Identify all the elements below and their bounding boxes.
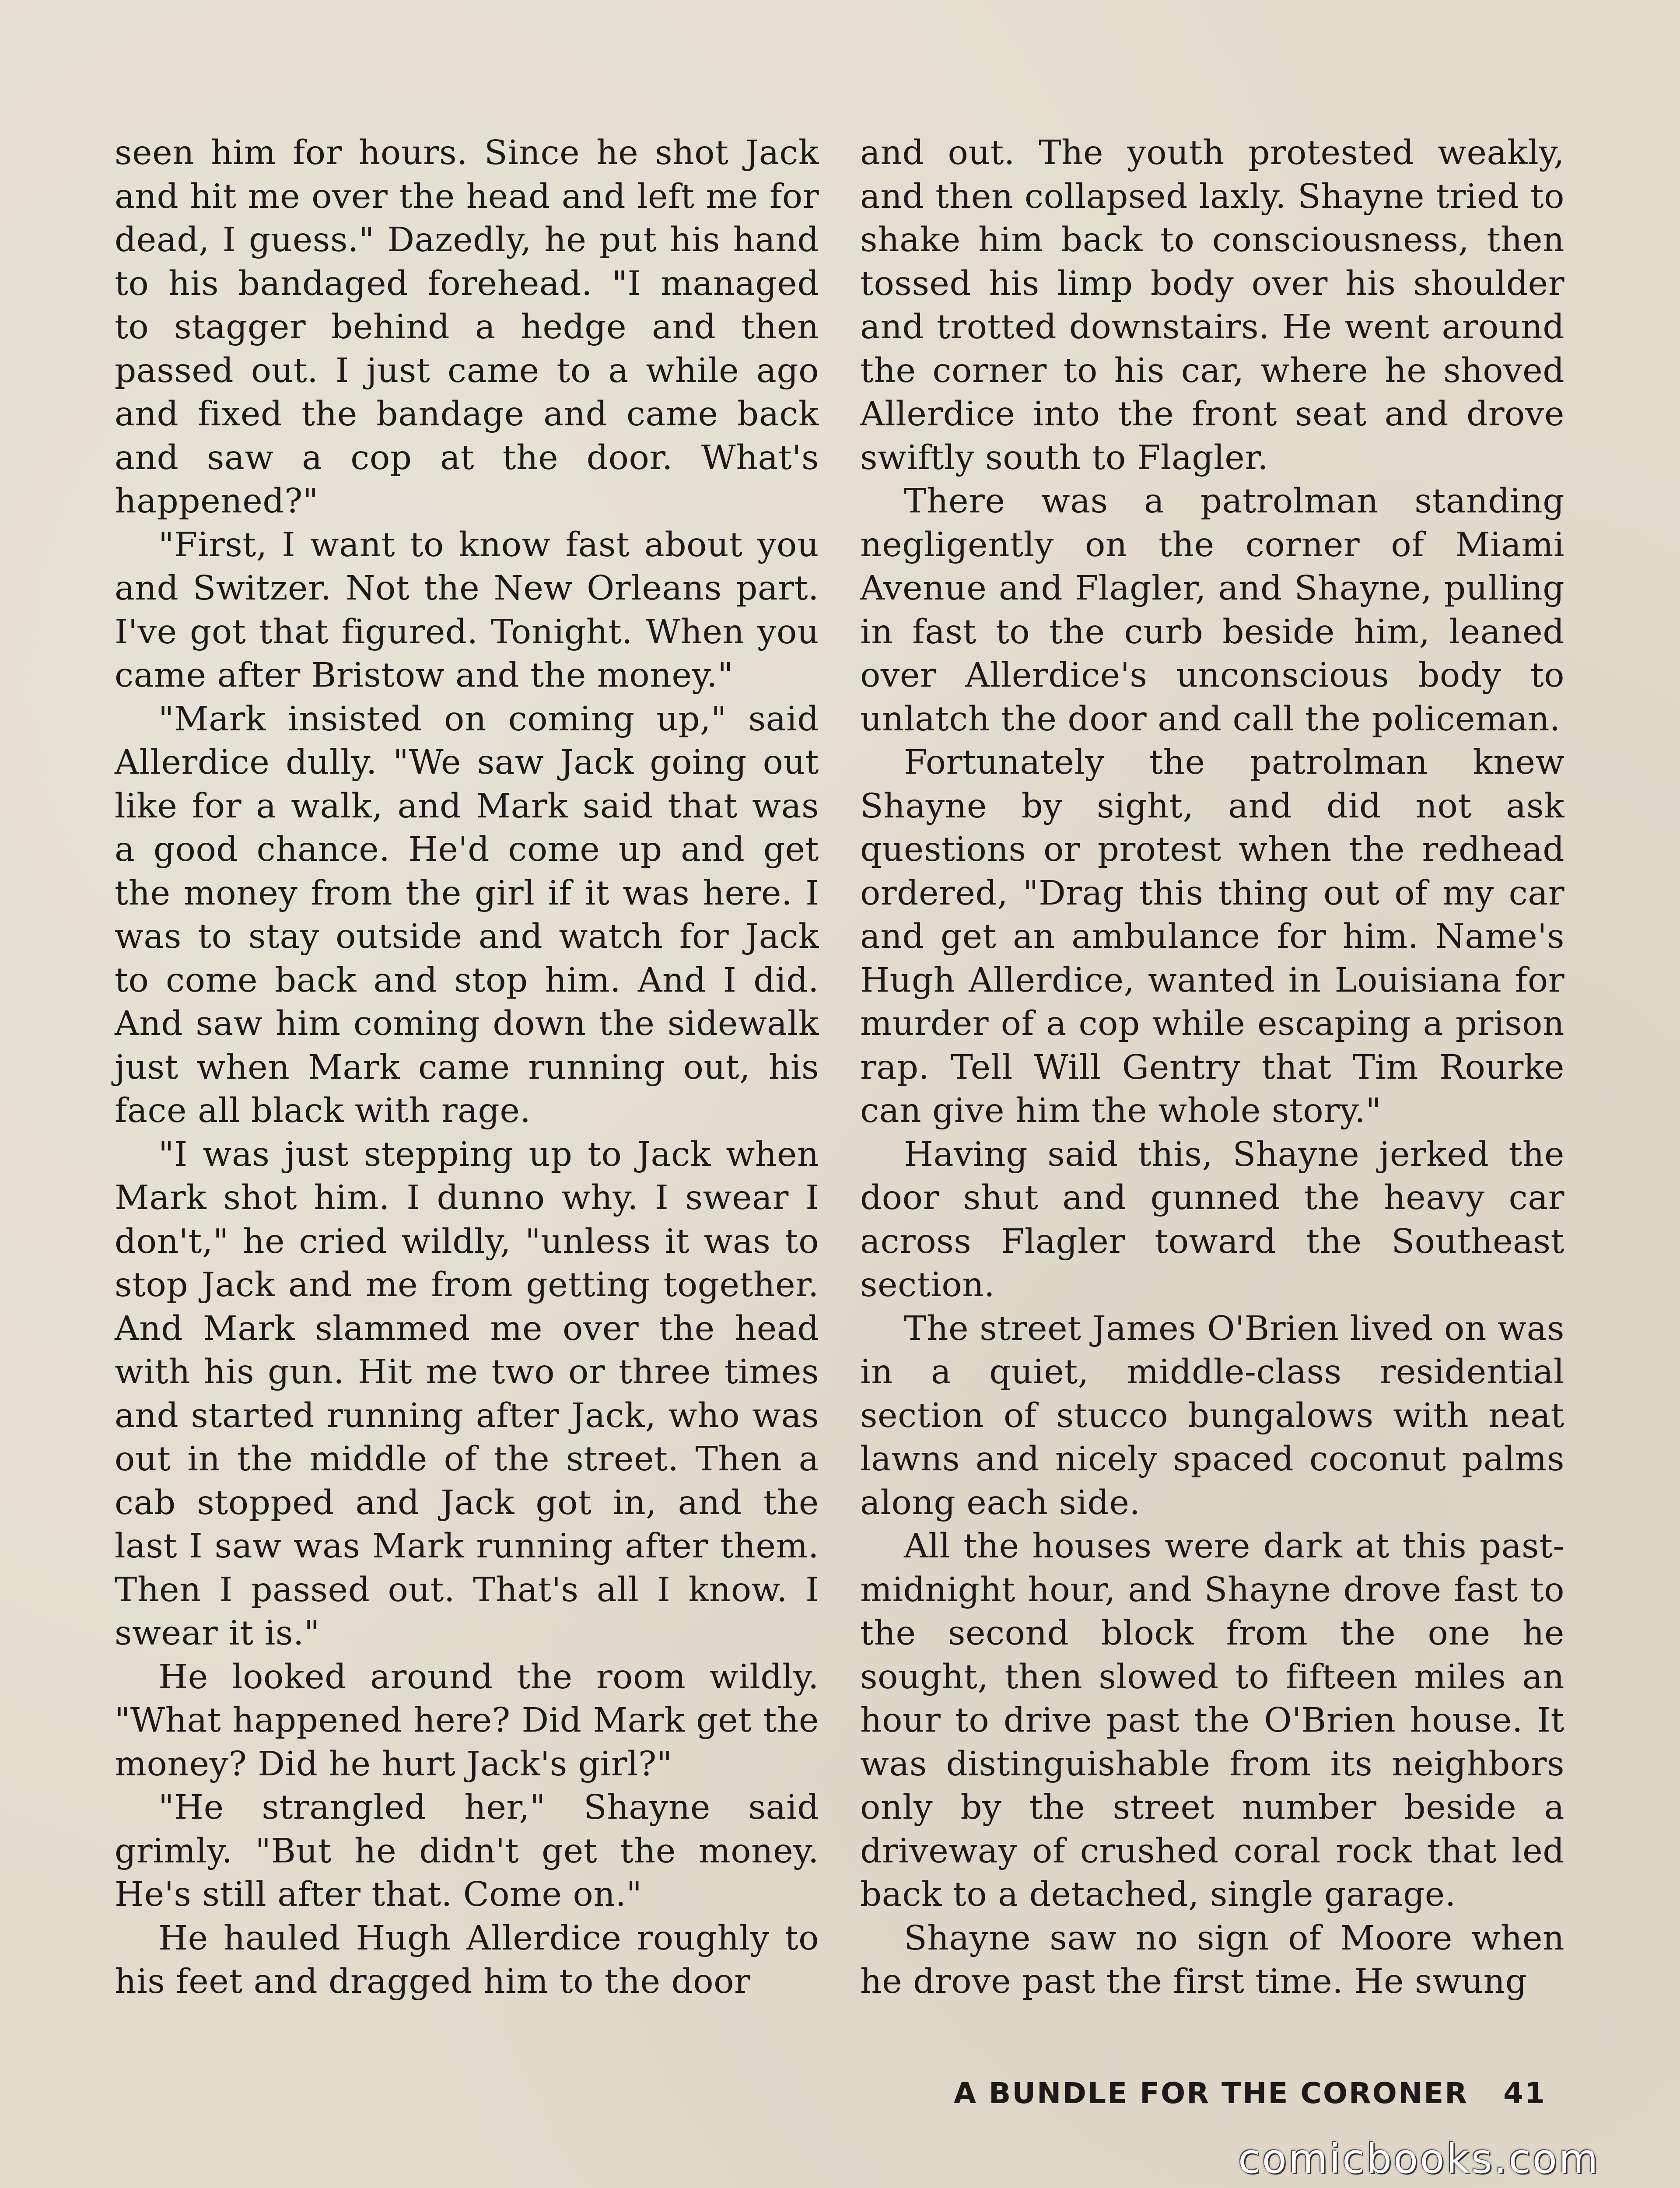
paragraph: "Mark insisted on coming up," said Allerdice dully. "We saw Jack going out like for a walk, and Mark said that was a good chance. He'd come up and get the money from the girl if it was here. I was to stay outside and watch for Jack to come back and stop him. And I did. And saw him coming down the sidewalk just when Mark came running out, his face all black with rage.: [115, 699, 819, 1130]
paragraph: "He strangled her," Shayne said grimly. "But he didn't get the money. He's still after that. Come on.": [115, 1788, 819, 1914]
paragraph: There was a patrolman standing negligently on the corner of Miami Avenue and Flagler, and Shayne, pulling in fast to the curb beside him, leaned over Allerdice's unconscious body to unlatch the door and call the policeman.: [860, 482, 1564, 739]
paragraph: The street James O'Brien lived on was in a quiet, middle-class residential section of stucco bungalows with neat lawns and nicely spaced coconut palms along each side.: [860, 1309, 1564, 1522]
paragraph: seen him for hours. Since he shot Jack and hit me over the head and left me for dead, I guess." Dazedly, he put his hand to his bandaged forehead. "I managed to stagger behind a hedge and then passed out. I just came to a while ago and fixed the bandage and came back and saw a cop at the door. What's happened?": [115, 133, 819, 521]
paragraph: He looked around the room wildly. "What happened here? Did Mark get the money? Did he hurt Jack's girl?": [115, 1657, 819, 1784]
page-footer: [954, 2076, 1566, 2110]
paragraph: He hauled Hugh Allerdice roughly to his feet and dragged him to the door: [115, 1918, 819, 2001]
running-title: A BUNDLE FOR THE CORONER: [954, 2076, 1469, 2110]
paragraph: and out. The youth protested weakly, and then collapsed laxly. Shayne tried to shake him back to consciousness, then tossed his limp body over his shoulder and trotted downstairs. He went around the corner to his car, where he shoved Allerdice into the front seat and drove swiftly south to Flagler.: [860, 133, 1564, 477]
paragraph: Fortunately the patrolman knew Shayne by sight, and did not ask questions or protest when the redhead ordered, "Drag this thing out of my car and get an ambulance for him. Name's Hugh Allerdice, wanted in Louisiana for murder of a cop while escaping a prison rap. Tell Will Gentry that Tim Rourke can give him the whole story.": [860, 743, 1564, 1130]
paragraph: "I was just stepping up to Jack when Mark shot him. I dunno why. I swear I don't," he cried wildly, "unless it was to stop Jack and me from getting together. And Mark slammed me over the head with his gun. Hit me two or three times and started running after Jack, who was out in the middle of the street. Then a cab stopped and Jack got in, and the last I saw was Mark running after them. Then I passed out. That's all I know. I swear it is.": [115, 1135, 819, 1653]
text-column-right: [860, 131, 1564, 2004]
watermark: comicbooks.com: [1238, 2135, 1600, 2182]
text-column-left: [115, 131, 819, 2004]
paragraph: "First, I want to know fast about you and Switzer. Not the New Orleans part. I've got that figured. Tonight. When you came after Bristow and the money.": [115, 525, 819, 695]
paragraph: Having said this, Shayne jerked the door shut and gunned the heavy car across Flagler toward the Southeast section.: [860, 1135, 1564, 1304]
paragraph: Shayne saw no sign of Moore when he drove past the first time. He swung: [860, 1918, 1564, 2001]
page-number: 41: [1503, 2076, 1546, 2110]
paragraph: All the houses were dark at this past-midnight hour, and Shayne drove fast to the second block from the one he sought, then slowed to fifteen miles an hour to drive past the O'Brien house. It was distinguishable from its neighbors only by the street number beside a driveway of crushed coral rock that led back to a detached, single garage.: [860, 1527, 1564, 1914]
